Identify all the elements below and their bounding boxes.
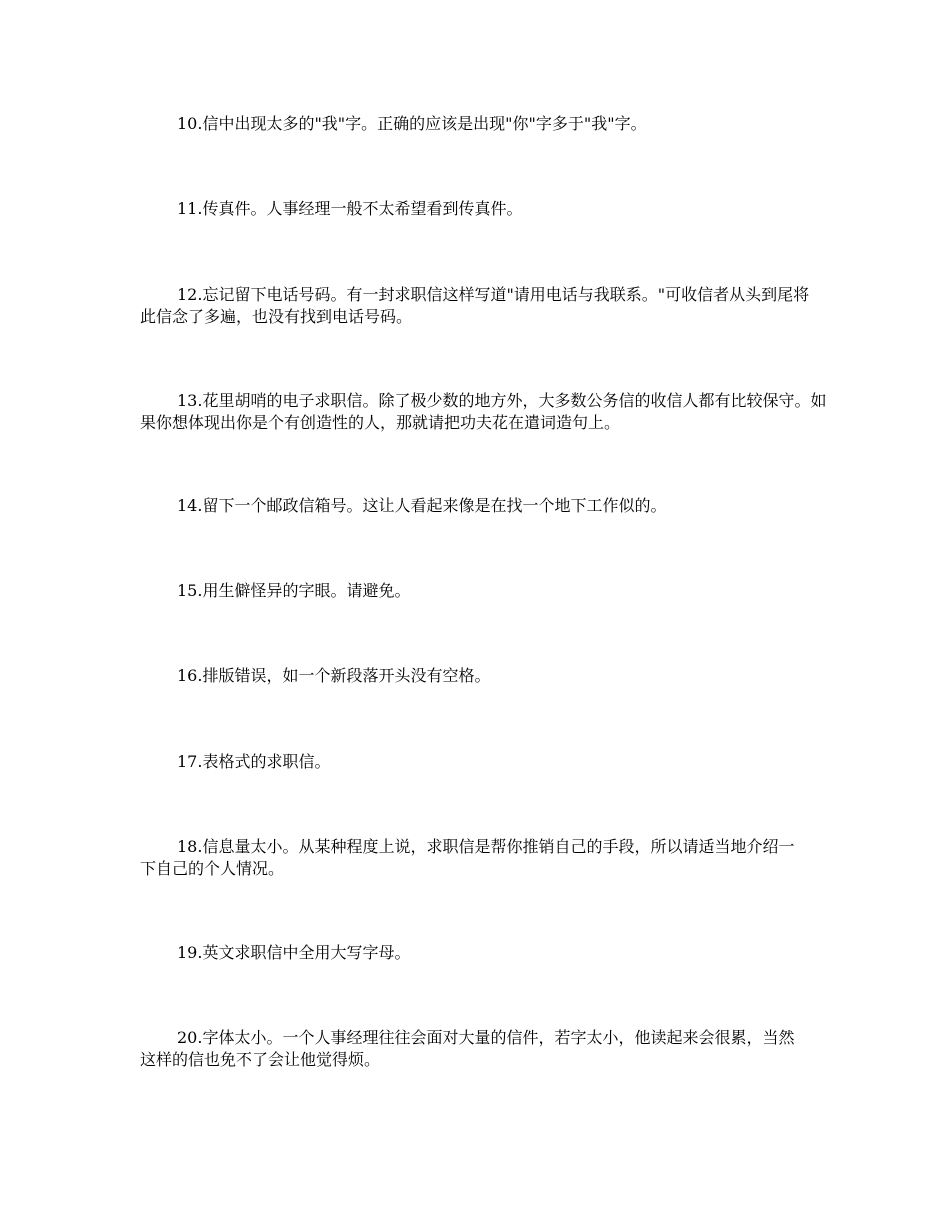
paragraph-20: 20.字体太小。一个人事经理往往会面对大量的信件，若字太小，他读起来会很累，当然这样的信也免不了会让他觉得烦。 xyxy=(140,1028,795,1069)
paragraph-19: 19.英文求职信中全用大写字母。 xyxy=(177,943,411,962)
paragraph-15: 15.用生僻怪异的字眼。请避免。 xyxy=(177,581,411,600)
paragraph-10: 10.信中出现太多的"我"字。正确的应该是出现"你"字多于"我"字。 xyxy=(177,114,647,133)
paragraph-11: 11.传真件。人事经理一般不太希望看到传真件。 xyxy=(177,199,523,218)
paragraph-17: 17.表格式的求职信。 xyxy=(177,752,331,771)
paragraph-16: 16.排版错误，如一个新段落开头没有空格。 xyxy=(177,666,491,685)
paragraph-14: 14.留下一个邮政信箱号。这让人看起来像是在找一个地下工作似的。 xyxy=(177,496,667,515)
paragraph-18: 18.信息量太小。从某种程度上说，求职信是帮你推销自己的手段，所以请适当地介绍一下自己的个人情况。 xyxy=(140,837,795,878)
paragraph-12: 12.忘记留下电话号码。有一封求职信这样写道"请用电话与我联系。"可收信者从头到尾将此信念了多遍，也没有找到电话号码。 xyxy=(140,285,810,326)
paragraph-13: 13.花里胡哨的电子求职信。除了极少数的地方外，大多数公务信的收信人都有比较保守。如果你想体现出你是个有创造性的人，那就请把功夫花在遣词造句上。 xyxy=(140,391,827,432)
